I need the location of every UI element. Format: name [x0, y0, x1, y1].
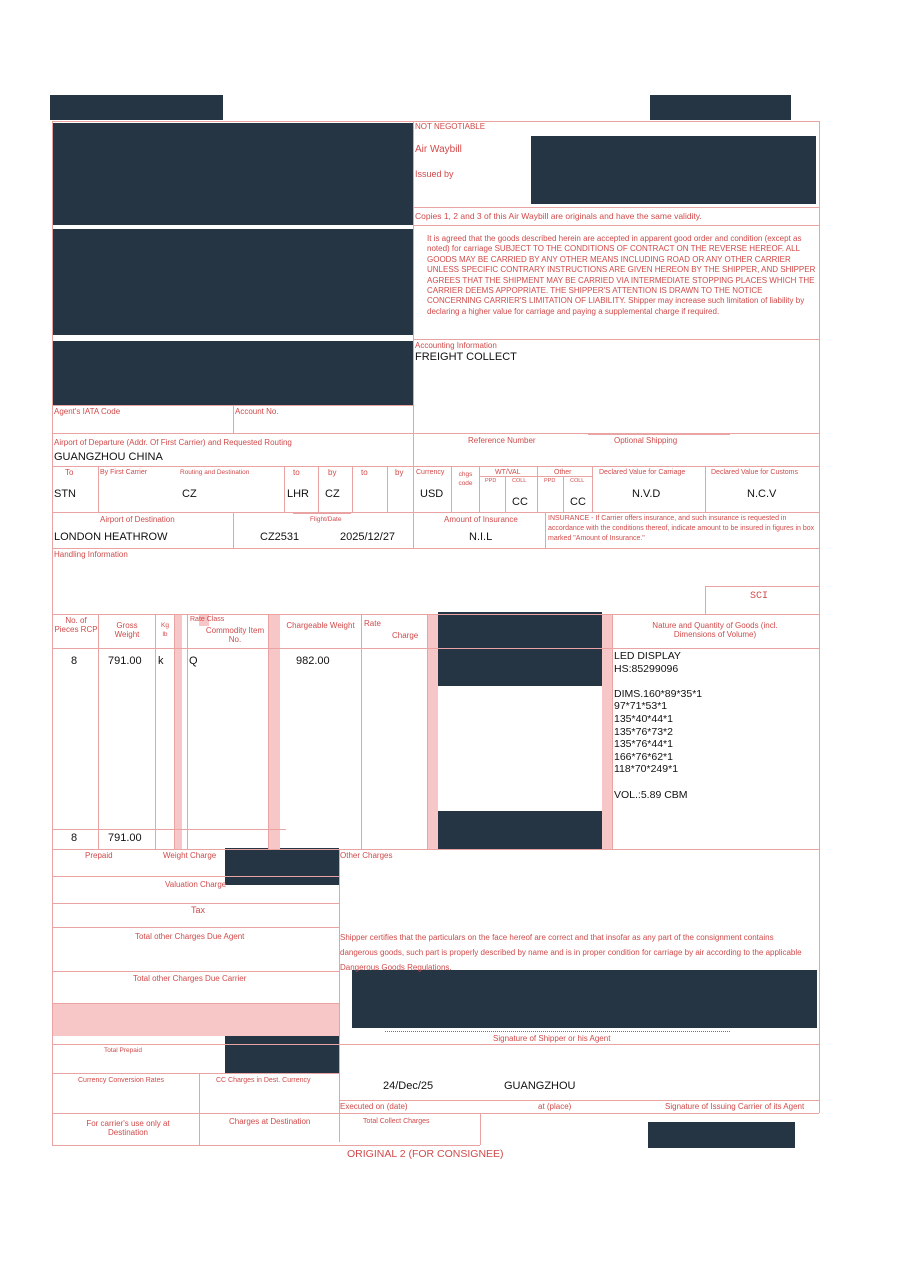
agent-iata-label: Agent's IATA Code [54, 407, 121, 416]
optional-shipping-label: Optional Shipping [614, 436, 678, 445]
conditions-text: It is agreed that the goods described herein are accepted in apparent good order and condition (except as noted) for carriage SUBJECT TO THE CONDITIONS OF CONTRACT ON THE REVERSE HEREOF. ALL GOODS MAY BE CARRIED BY ANY OTHER MEANS INCLUDING ROAD OR ANY OTHER CARRIER UNLESS SPECIFIC CONTRARY INSTRUCTIONS ARE GIVEN HEREON BY THE SHIPPER, AND SHIPPER AGREES THAT THE SHIPMENT MAY BE CARRIED VIA INTERMEDIATE STOPPING PLACES WHICH THE CARRIER DEEMS APPOPRIATE. THE SHIPPER'S ATTENTION IS DRAWN TO THE NOTICE CONCERNING CARRIER'S LIMITATION OF LIABILITY. Shipper may increase such limitation of liability by declaring a higher value for carriage and paying a supplemental charge if required. [427, 234, 816, 316]
departure-value: GUANGZHOU CHINA [54, 451, 163, 463]
flight-date-label: Flight/Date [310, 516, 342, 523]
line-accounting [413, 339, 819, 340]
handling-label: Handling Information [54, 550, 128, 559]
line-r7 [479, 466, 480, 512]
execution-place: GUANGZHOU [504, 1080, 576, 1092]
not-negotiable-label: NOT NEGOTIABLE [415, 122, 486, 131]
air-waybill-title: Air Waybill [415, 144, 462, 155]
original-copy-label: ORIGINAL 2 (FOR CONSIGNEE) [347, 1148, 504, 1160]
carrier-signature-label: Signature of Issuing Carrier of its Agent [665, 1102, 805, 1111]
shaded-total-row [52, 1003, 339, 1036]
line-r11 [592, 466, 593, 512]
wtval-label: WT/VAL [495, 469, 521, 476]
line-rates-top [52, 614, 819, 615]
wt-coll-value: CC [512, 496, 528, 508]
rate-label: Rate [364, 619, 381, 628]
total-gross-value: 791.00 [108, 832, 142, 844]
line-ch8 [52, 1113, 819, 1114]
line-r8 [505, 476, 506, 512]
insurance-note: INSURANCE - If Carrier offers insurance, and such insurance is requested in accordance with the conditions thereof, indicate amount to be insured in figures in box marked "Amount of Insurance." [548, 515, 815, 542]
weight-charge-label: Weight Charge [163, 851, 217, 860]
line-r1 [98, 466, 99, 512]
currency-label: Currency [416, 469, 445, 476]
line-r12 [705, 466, 706, 512]
line-r10 [563, 476, 564, 512]
declared-carriage-label: Declared Value for Carriage [599, 469, 686, 476]
routing-destination-label: Routing and Destination [180, 469, 250, 476]
line-ch3 [52, 927, 339, 928]
line-c6 [361, 614, 362, 849]
line-r3 [318, 466, 319, 512]
wt-coll-label: COLL [512, 478, 527, 484]
line-r6 [451, 466, 452, 512]
line-rates-total [52, 829, 286, 830]
gross-weight-value: 791.00 [108, 655, 142, 667]
tax-label: Tax [191, 905, 206, 915]
line-ch9 [52, 1145, 480, 1146]
redacted-total-bottom [438, 811, 602, 849]
to3-label: to [361, 468, 368, 477]
date-value: 2025/12/27 [340, 531, 396, 543]
due-agent-label: Total other Charges Due Agent [135, 932, 245, 941]
by2-value: CZ [325, 488, 340, 500]
rate-class-value: Q [189, 655, 198, 667]
line-ch1 [52, 876, 339, 877]
departure-label: Airport of Departure (Addr. Of First Carrier) and Requested Routing [54, 438, 292, 447]
commodity-label: Commodity Item No. [205, 626, 265, 644]
to2-value: LHR [287, 488, 310, 500]
line-c4 [187, 614, 188, 849]
charge-label: Charge [392, 631, 419, 640]
redacted-agent [52, 341, 413, 405]
flight-tab [293, 513, 351, 514]
redacted-weight-charge [225, 848, 339, 885]
redacted-shipper [52, 123, 413, 225]
kg-lb-label: Kg lb [161, 622, 169, 638]
chgs-code-label: chgs code [458, 471, 473, 487]
issued-by-label: Issued by [415, 169, 454, 179]
currency-value: USD [420, 488, 444, 500]
unit-value: k [158, 655, 164, 667]
other-coll-label: COLL [570, 478, 585, 484]
chargeable-weight-label: Chargeable Weight [286, 621, 355, 630]
redacted-total-collect [225, 1036, 339, 1073]
pieces-label: No. of Pieces RCP [54, 616, 98, 634]
chargeable-weight-value: 982.00 [296, 655, 330, 667]
line-ch-split [199, 1073, 200, 1145]
wt-ppd-label: PPD [485, 478, 497, 484]
frame-left [52, 121, 53, 1145]
destination-value: LONDON HEATHROW [54, 531, 168, 543]
execution-date-label: Executed on (date) [340, 1102, 408, 1111]
line-routing-hdr [52, 466, 819, 467]
accounting-label: Accounting Information [415, 341, 497, 350]
insurance-amount-label: Amount of Insurance [444, 515, 518, 524]
line-c5 [268, 614, 269, 849]
other-ppd-label: PPD [544, 478, 556, 484]
execution-place-label: at (place) [538, 1102, 572, 1111]
to-value: STN [54, 488, 76, 500]
line-routing-bottom [52, 512, 819, 513]
line-rates-hdr [52, 648, 819, 649]
pieces-value: 8 [71, 655, 78, 667]
line-c7 [427, 614, 428, 849]
shaded-column-charge [602, 614, 612, 849]
line-c1 [98, 614, 99, 849]
line-c3 [174, 614, 175, 849]
line-r4 [352, 466, 353, 512]
carrier-use-label: For carrier's use only at Destination [86, 1119, 170, 1137]
line-r9 [537, 466, 538, 512]
line-sci-left [705, 586, 706, 614]
to2-label: to [293, 468, 300, 477]
line-c8 [612, 614, 613, 849]
rate-class-label: Rate Class [190, 616, 225, 623]
sci-value: SCI [750, 591, 769, 602]
destination-label: Airport of Destination [100, 515, 175, 524]
line-dest1 [233, 512, 234, 548]
line-ch2 [52, 903, 339, 904]
valuation-charge-label: Valuation Charge [165, 880, 227, 889]
frame-center [413, 121, 414, 548]
shaded-column-kg [174, 614, 182, 849]
redacted-total-top [438, 612, 602, 686]
account-no-label: Account No. [235, 407, 279, 416]
line-exec [339, 1100, 819, 1101]
shaded-column-rate [427, 614, 438, 849]
execution-date: 24/Dec/25 [383, 1080, 434, 1092]
line-ch6 [52, 1044, 819, 1045]
first-carrier-label: By First Carrier [100, 469, 148, 476]
due-carrier-label: Total other Charges Due Carrier [133, 974, 247, 983]
line-ch-end [480, 1113, 481, 1145]
conversion-label: Currency Conversion Rates [78, 1077, 164, 1084]
redacted-footer-number [648, 1122, 795, 1148]
line-handling [52, 548, 819, 549]
line-agent-split [233, 405, 234, 433]
line-sci [705, 586, 819, 587]
line-c2 [155, 614, 156, 849]
line-copies-bottom [413, 225, 819, 226]
total-pieces-value: 8 [71, 832, 78, 844]
prepaid-tab [65, 849, 135, 850]
frame-right [819, 121, 820, 1113]
line-ch4 [52, 971, 339, 972]
redacted-issuer [531, 136, 816, 204]
nature-goods-label: Nature and Quantity of Goods (incl. Dimensions of Volume) [652, 621, 778, 639]
carrier-value: CZ [182, 488, 197, 500]
shipper-certification: Shipper certifies that the particulars on the face hereof are correct and that insofar as any part of the consignment contains dangerous goods, such part is properly described by name and is in proper condition for carriage by air according to the applicable Dangerous Goods Regulations. [340, 933, 802, 972]
line-ch5 [52, 1003, 339, 1004]
line-copies-top [413, 207, 819, 208]
to-label: To [65, 468, 74, 477]
total-collect-label: Total Collect Charges [363, 1118, 430, 1125]
other-label: Other [554, 469, 572, 476]
shipper-signature-label: Signature of Shipper or his Agent [493, 1034, 611, 1043]
insurance-value: N.I.L [469, 531, 493, 543]
line-dest2 [545, 512, 546, 548]
other-coll-value: CC [570, 496, 586, 508]
copies-note: Copies 1, 2 and 3 of this Air Waybill are originals and have the same validity. [415, 211, 702, 221]
by3-label: by [395, 468, 404, 477]
prepaid-label: Prepaid [85, 851, 113, 860]
shaded-column-commodity [268, 614, 280, 849]
charges-dest-label: Charges at Destination [229, 1117, 311, 1126]
accounting-value: FREIGHT COLLECT [415, 351, 517, 363]
line-r2 [284, 466, 285, 512]
other-charges-label: Other Charges [340, 851, 393, 860]
cc-charges-label: CC Charges in Dest. Currency [216, 1077, 311, 1084]
by2-label: by [328, 468, 337, 477]
line-r5 [387, 466, 388, 512]
line-sig-dotted [385, 1031, 730, 1032]
line-rates-bottom [52, 849, 819, 850]
declared-carriage-value: N.V.D [632, 488, 661, 500]
line-ch7 [52, 1073, 339, 1074]
flight-value: CZ2531 [260, 531, 300, 543]
redacted-awb-number [50, 95, 223, 120]
declared-customs-value: N.C.V [747, 488, 777, 500]
redacted-shipper-signature [352, 970, 817, 1028]
line-charges-mid [339, 849, 340, 1142]
goods-description: LED DISPLAY HS:85299096 DIMS.160*89*35*1 97*71*53*1 135*40*44*1 135*76*73*2 135*76*44*1 166*76*62*1 118*70*249*1 VOL.:5.89 CBM [614, 650, 703, 801]
declared-customs-label: Declared Value for Customs [711, 469, 799, 476]
redacted-awb-number-right [650, 95, 791, 120]
reference-number-label: Reference Number [468, 436, 536, 445]
optional-tab [588, 434, 730, 435]
redacted-consignee [52, 229, 413, 335]
gross-weight-label: Gross Weight [114, 621, 140, 639]
total-prepaid-label: Total Prepaid [104, 1047, 142, 1054]
